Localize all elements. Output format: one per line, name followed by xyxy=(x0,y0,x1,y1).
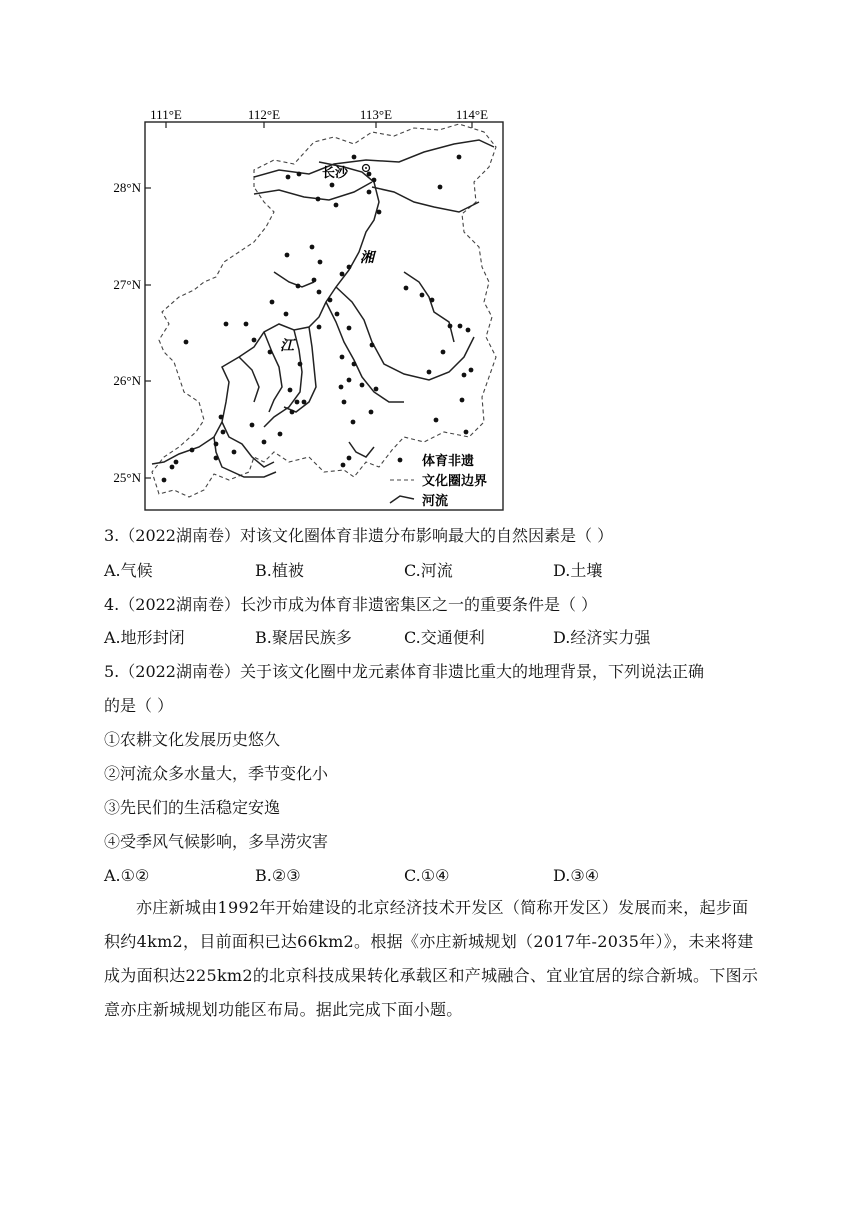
heritage-dot xyxy=(340,355,345,360)
q4-option-d[interactable]: D.经济实力强 xyxy=(553,628,651,647)
q3-option-b[interactable]: B.植被 xyxy=(255,561,304,580)
heritage-dot xyxy=(184,340,189,345)
city-label-changsha: 长沙 xyxy=(322,166,349,181)
heritage-dot xyxy=(427,370,432,375)
heritage-dot xyxy=(288,388,293,393)
heritage-dot xyxy=(317,325,322,330)
river-label-jiang: 江 xyxy=(280,338,294,354)
q5-statement-3: ③先民们的生活稳定安逸 xyxy=(104,798,281,817)
heritage-dot xyxy=(297,172,302,177)
heritage-dot xyxy=(464,430,469,435)
lon-label-113: 113°E xyxy=(359,107,393,122)
heritage-dot xyxy=(420,293,425,298)
q4-stem: 4.（2022湖南卷）长沙市成为体育非遗密集区之一的重要条件是（ ） xyxy=(104,595,598,614)
heritage-dot xyxy=(347,456,352,461)
q5-statement-4: ④受季风气候影响，多旱涝灾害 xyxy=(104,832,329,851)
heritage-dot xyxy=(252,338,257,343)
heritage-dot xyxy=(284,312,289,317)
q4-option-c[interactable]: C.交通便利 xyxy=(404,628,485,647)
heritage-dot xyxy=(367,172,372,177)
river-west-2 xyxy=(239,357,259,402)
heritage-dot xyxy=(214,442,219,447)
heritage-dot xyxy=(244,322,249,327)
heritage-dot xyxy=(374,387,379,392)
lon-label-114: 114°E xyxy=(455,107,489,122)
heritage-dot xyxy=(328,298,333,303)
heritage-dot xyxy=(286,175,291,180)
legend-river-label: 河流 xyxy=(422,494,449,509)
heritage-dot xyxy=(441,350,446,355)
heritage-dot xyxy=(296,284,301,289)
lat-label-28: 28°N xyxy=(113,180,141,195)
heritage-dot xyxy=(334,203,339,208)
heritage-dot xyxy=(360,383,365,388)
q5-statement-1: ①农耕文化发展历史悠久 xyxy=(104,730,281,749)
heritage-dot xyxy=(367,190,372,195)
q5-stem-line1: 5.（2022湖南卷）关于该文化圈中龙元素体育非遗比重大的地理背景，下列说法正确 xyxy=(104,662,704,681)
heritage-dot xyxy=(232,450,237,455)
q3-option-a[interactable]: A.气候 xyxy=(104,561,153,580)
heritage-dot xyxy=(347,326,352,331)
heritage-dot xyxy=(316,197,321,202)
legend-river-symbol xyxy=(390,496,414,503)
lat-label-26: 26°N xyxy=(113,373,141,388)
heritage-dot xyxy=(351,420,356,425)
reading-passage: 亦庄新城由1992年开始建设的北京经济技术开发区（简称开发区）发展而来，起步面积约4km2，目前面积已达66km2。根据《亦庄新城规划（2017年-2035年）》，未来将建成为面积达225km2的北京科技成果转化承载区和产城融合、宜业宜居的综合新城。下图示意亦庄新城规划功能区布局。据此完成下面小题。 xyxy=(104,898,759,1019)
lat-label-25: 25°N xyxy=(113,470,141,485)
heritage-dot xyxy=(377,210,382,215)
heritage-dot xyxy=(190,448,195,453)
heritage-dot xyxy=(285,253,290,258)
heritage-dot xyxy=(434,418,439,423)
heritage-dot xyxy=(466,328,471,333)
river-label-xiang: 湘 xyxy=(360,250,374,266)
heritage-dot xyxy=(342,400,347,405)
heritage-dot xyxy=(174,460,179,465)
heritage-dot xyxy=(335,312,340,317)
q3-option-d[interactable]: D.土壤 xyxy=(553,561,603,580)
q5-option-a[interactable]: A.①② xyxy=(104,866,150,885)
river-xiao xyxy=(222,422,274,467)
heritage-dot xyxy=(370,343,375,348)
river-lei xyxy=(326,302,404,402)
lon-label-111: 111°E xyxy=(150,107,182,122)
river-east-2 xyxy=(404,272,454,342)
q5-option-d[interactable]: D.③④ xyxy=(553,866,600,885)
heritage-dot xyxy=(458,324,463,329)
heritage-dot xyxy=(330,183,335,188)
heritage-dot xyxy=(310,245,315,250)
cultural-circle-map xyxy=(104,102,504,514)
q5-statement-2: ②河流众多水量大，季节变化小 xyxy=(104,764,329,783)
heritage-dot xyxy=(214,456,219,461)
river-south-loop xyxy=(214,437,276,477)
heritage-dot xyxy=(460,398,465,403)
heritage-dot xyxy=(250,423,255,428)
heritage-dot xyxy=(270,300,275,305)
heritage-dot xyxy=(298,362,303,367)
heritage-dot xyxy=(302,400,307,405)
heritage-dot xyxy=(448,324,453,329)
q3-stem: 3.（2022湖南卷）对该文化圈体育非遗分布影响最大的自然因素是（ ） xyxy=(104,526,614,545)
q3-option-c[interactable]: C.河流 xyxy=(404,561,453,580)
legend-dot-symbol xyxy=(398,458,403,463)
river-south-east xyxy=(349,442,374,457)
heritage-dot xyxy=(430,298,435,303)
q4-option-b[interactable]: B.聚居民族多 xyxy=(255,628,352,647)
heritage-dot xyxy=(318,260,323,265)
heritage-dot xyxy=(170,465,175,470)
river-east-1 xyxy=(372,187,479,212)
q4-option-a[interactable]: A.地形封闭 xyxy=(104,628,185,647)
lat-label-27: 27°N xyxy=(113,277,141,292)
heritage-dot xyxy=(312,278,317,283)
q5-option-c[interactable]: C.①④ xyxy=(404,866,450,885)
heritage-dot xyxy=(340,272,345,277)
heritage-dot xyxy=(462,373,467,378)
heritage-dot xyxy=(341,463,346,468)
heritage-dot xyxy=(262,440,267,445)
heritage-dot xyxy=(438,185,443,190)
river-xiang-main xyxy=(152,162,379,464)
heritage-dot xyxy=(317,290,322,295)
heritage-dot xyxy=(224,322,229,327)
river-lianshui xyxy=(274,272,314,287)
heritage-dot xyxy=(221,430,226,435)
q5-option-b[interactable]: B.②③ xyxy=(255,866,301,885)
heritage-dot xyxy=(347,265,352,270)
river-zi xyxy=(254,182,372,200)
heritage-dot xyxy=(268,350,273,355)
lon-label-112: 112°E xyxy=(247,107,281,122)
heritage-dot xyxy=(352,362,357,367)
heritage-dot xyxy=(162,478,167,483)
heritage-dot xyxy=(295,400,300,405)
heritage-dot xyxy=(347,378,352,383)
heritage-dot xyxy=(219,415,224,420)
heritage-dot xyxy=(369,410,374,415)
heritage-dot xyxy=(404,286,409,291)
heritage-dot xyxy=(352,155,357,160)
heritage-dot xyxy=(278,432,283,437)
heritage-dot xyxy=(457,155,462,160)
legend-dot-label: 体育非遗 xyxy=(422,454,475,469)
heritage-dot xyxy=(372,178,377,183)
legend-boundary-label: 文化圈边界 xyxy=(422,474,488,489)
heritage-dot xyxy=(339,385,344,390)
heritage-dot xyxy=(290,410,295,415)
q5-stem-line2: 的是（ ） xyxy=(104,696,174,715)
heritage-dot xyxy=(469,368,474,373)
